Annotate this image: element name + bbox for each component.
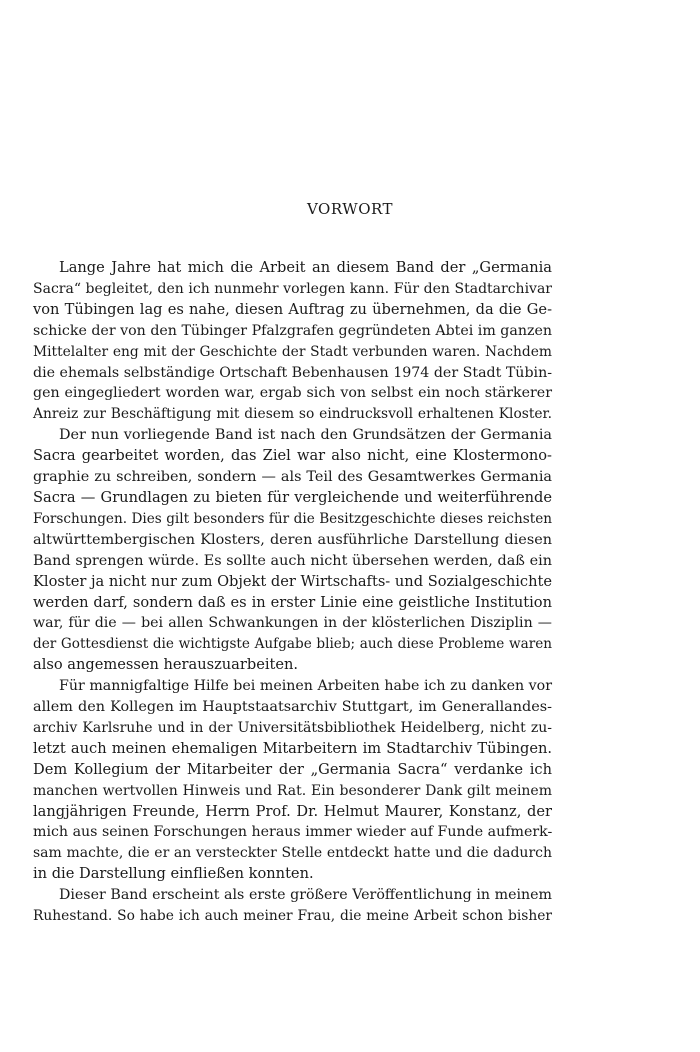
text-line: Anreiz zur Beschäftigung mit diesem so eindrucksvoll erhaltenen Kloster. bbox=[33, 406, 552, 423]
text-line: langjährigen Freunde, Herrn Prof. Dr. Helmut Maurer, Konstanz, der bbox=[33, 802, 552, 820]
text-line: in die Darstellung einfließen konnten. bbox=[33, 865, 314, 883]
text-line: Sacra gearbeitet worden, das Ziel war also nicht, eine Klostermono- bbox=[33, 447, 552, 465]
paragraph-3 bbox=[33, 676, 552, 885]
text-line: letzt auch meinen ehemaligen Mitarbeitern im Stadtarchiv Tübingen. bbox=[33, 739, 552, 757]
text-line: von Tübingen lag es nahe, diesen Auftrag zu übernehmen, da die Ge- bbox=[33, 300, 552, 318]
text-line: Lange Jahre hat mich die Arbeit an diesem Band der „Germania bbox=[59, 259, 552, 276]
paragraph-4 bbox=[33, 885, 552, 927]
page-title: VORWORT bbox=[306, 200, 394, 218]
text-line: altwürttembergischen Klosters, deren ausführliche Darstellung diesen bbox=[33, 531, 552, 548]
text-line: Sacra“ begleitet, den ich nunmehr vorlegen kann. Für den Stadtarchivar bbox=[33, 280, 552, 297]
text-line: sam machte, die er an versteckter Stelle entdeckt hatte und die dadurch bbox=[33, 845, 552, 862]
text-line: Mittelalter eng mit der Geschichte der Stadt verbunden waren. Nachdem bbox=[33, 343, 552, 360]
text-line: gen eingegliedert worden war, ergab sich von selbst ein noch stärkerer bbox=[33, 385, 552, 402]
text-line: die ehemals selbständige Ortschaft Bebenhausen 1974 der Stadt Tübin- bbox=[33, 364, 552, 381]
text-line: Der nun vorliegende Band ist nach den Grundsätzen der Germania bbox=[59, 427, 552, 444]
text-line: Dem Kollegium der Mitarbeiter der „Germania Sacra“ verdanke ich bbox=[33, 760, 552, 778]
body-text bbox=[33, 258, 552, 927]
text-line: Kloster ja nicht nur zum Objekt der Wirtschafts- und Sozialgeschichte bbox=[33, 572, 552, 590]
text-line: Für mannigfaltige Hilfe bei meinen Arbeiten habe ich zu danken vor bbox=[59, 678, 552, 695]
text-line: Dieser Band erscheint als erste größere Veröffentlichung in meinem bbox=[59, 887, 552, 904]
text-line: werden darf, sondern daß es in erster Linie eine geistliche Institution bbox=[33, 593, 552, 611]
text-line: Ruhestand. So habe ich auch meiner Frau, die meine Arbeit schon bisher bbox=[33, 908, 552, 925]
text-line: also angemessen herauszuarbeiten. bbox=[33, 656, 299, 674]
text-line: archiv Karlsruhe und in der Universitätsbibliothek Heidelberg, nicht zu- bbox=[33, 719, 552, 736]
text-line: Band sprengen würde. Es sollte auch nicht übersehen werden, daß ein bbox=[33, 552, 552, 569]
text-line: Sacra — Grundlagen zu bieten für vergleichende und weiterführende bbox=[33, 488, 552, 506]
text-line: manchen wertvollen Hinweis und Rat. Ein besonderer Dank gilt meinem bbox=[33, 782, 552, 799]
text-line: war, für die — bei allen Schwankungen in der klösterlichen Disziplin — bbox=[33, 615, 552, 632]
text-line: schicke der von den Tübinger Pfalzgrafen gegründeten Abtei im ganzen bbox=[33, 322, 552, 339]
paragraph-1 bbox=[33, 258, 552, 425]
paragraph-2 bbox=[33, 425, 552, 676]
text-line: der Gottesdienst die wichtigste Aufgabe blieb; auch diese Probleme waren bbox=[33, 636, 552, 653]
text-line: graphie zu schreiben, sondern — als Teil des Gesamtwerkes Germania bbox=[33, 469, 552, 486]
text-line: allem den Kollegen im Hauptstaatsarchiv Stuttgart, im Generallandes- bbox=[33, 699, 552, 716]
text-line: mich aus seinen Forschungen heraus immer wieder auf Funde aufmerk- bbox=[33, 824, 553, 841]
text-line: Forschungen. Dies gilt besonders für die Besitzgeschichte dieses reichsten bbox=[33, 510, 552, 527]
